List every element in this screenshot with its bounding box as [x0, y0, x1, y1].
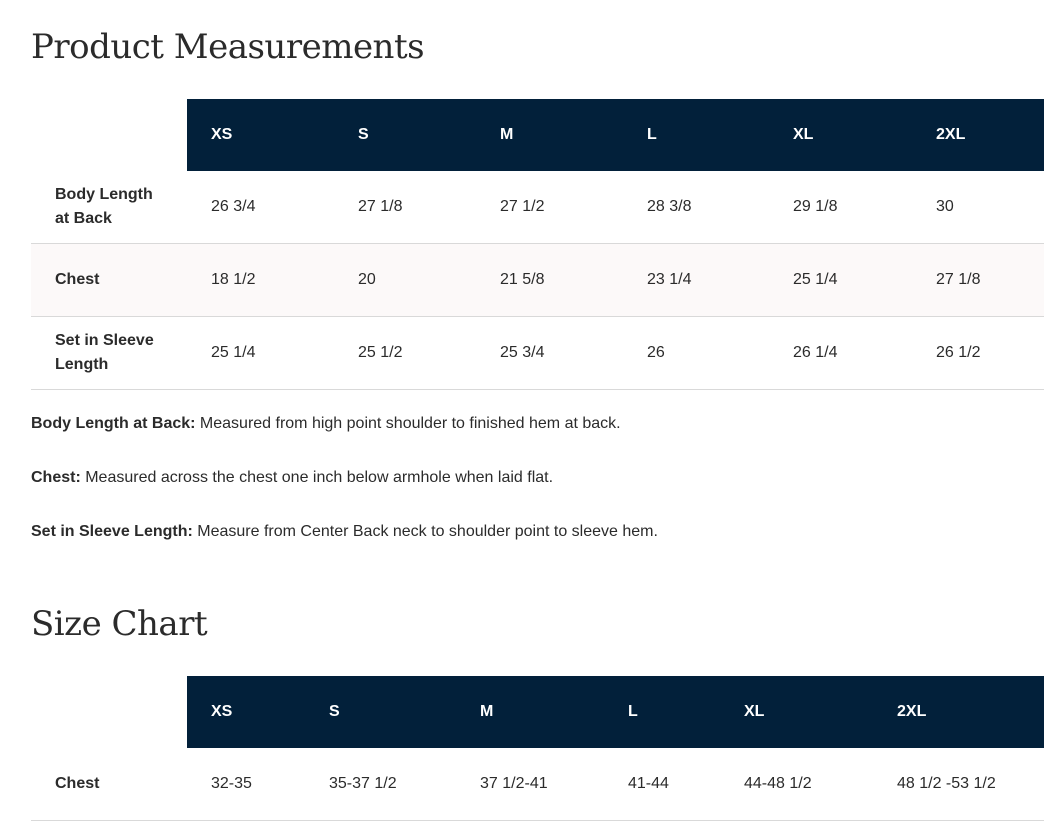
note-term: Body Length at Back: — [31, 415, 196, 432]
table-row — [31, 748, 1044, 821]
table-cell: 23 1/4 — [623, 244, 769, 317]
header-corner — [31, 99, 187, 171]
note-term: Chest: — [31, 469, 81, 486]
table-cell: 25 1/4 — [769, 244, 912, 317]
table-row — [31, 317, 1044, 390]
note-item — [31, 412, 1044, 436]
table-cell: 26 3/4 — [187, 171, 334, 244]
table-cell: 21 5/8 — [476, 244, 623, 317]
table-row — [31, 171, 1044, 244]
table-cell: 26 1/2 — [912, 317, 1044, 390]
table-cell: 25 3/4 — [476, 317, 623, 390]
size-header: XL — [769, 99, 912, 171]
measurements-title: Product Measurements — [31, 27, 425, 67]
table-cell: 28 3/8 — [623, 171, 769, 244]
size-header: XL — [720, 676, 873, 748]
table-cell: 25 1/4 — [187, 317, 334, 390]
table-cell: 25 1/2 — [334, 317, 476, 390]
size-header: L — [623, 99, 769, 171]
size-header: M — [456, 676, 604, 748]
table-cell: 44-48 1/2 — [720, 748, 873, 821]
size-header: 2XL — [873, 676, 1044, 748]
table-cell: 37 1/2-41 — [456, 748, 604, 821]
size-chart-title: Size Chart — [31, 604, 208, 644]
size-header: S — [305, 676, 456, 748]
table-cell: 26 — [623, 317, 769, 390]
table-cell: 20 — [334, 244, 476, 317]
size-chart-header-row — [31, 676, 1044, 748]
row-label: Chest — [31, 748, 187, 821]
size-chart-table — [31, 676, 1044, 821]
note-text: Measured across the chest one inch below armhole when laid flat. — [80, 469, 554, 486]
note-item — [31, 520, 1044, 544]
table-cell: 32-35 — [187, 748, 305, 821]
table-cell: 29 1/8 — [769, 171, 912, 244]
measurements-header-row — [31, 99, 1044, 171]
row-label: Chest — [31, 244, 187, 317]
size-header: 2XL — [912, 99, 1044, 171]
note-text: Measured from high point shoulder to finished hem at back. — [195, 415, 621, 432]
size-header: XS — [187, 676, 305, 748]
size-header: S — [334, 99, 476, 171]
table-row — [31, 244, 1044, 317]
note-text: Measure from Center Back neck to shoulder point to sleeve hem. — [192, 523, 658, 540]
row-label: Body Length at Back — [31, 171, 187, 244]
size-header: L — [604, 676, 720, 748]
note-term: Set in Sleeve Length: — [31, 523, 193, 540]
table-cell: 30 — [912, 171, 1044, 244]
row-label: Set in Sleeve Length — [31, 317, 187, 390]
measurements-table — [31, 99, 1044, 390]
table-cell: 41-44 — [604, 748, 720, 821]
measurement-notes — [31, 412, 1044, 574]
table-cell: 27 1/2 — [476, 171, 623, 244]
table-cell: 27 1/8 — [334, 171, 476, 244]
size-header: M — [476, 99, 623, 171]
table-cell: 27 1/8 — [912, 244, 1044, 317]
note-item — [31, 466, 1044, 490]
header-corner — [31, 676, 187, 748]
table-cell: 35-37 1/2 — [305, 748, 456, 821]
table-cell: 18 1/2 — [187, 244, 334, 317]
size-header: XS — [187, 99, 334, 171]
table-cell: 48 1/2 -53 1/2 — [873, 748, 1044, 821]
table-cell: 26 1/4 — [769, 317, 912, 390]
